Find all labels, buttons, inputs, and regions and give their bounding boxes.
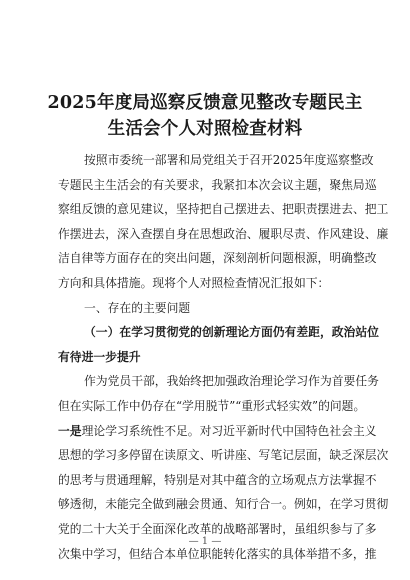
point-one-line-4: 够透彻，未能完全做到融会贯通、知行合一。例如，在学习贯彻 [58,497,389,512]
point-one-line-2: 思想的学习多停留在读原文、听讲座、写笔记层面，缺乏深层次 [58,448,389,463]
document-title [40,90,370,142]
section-heading: 一、存在的主要问题 [84,300,191,315]
point-one-line-3: 的思考与贯通理解，特别是对其中蕴含的立场观点方法掌握不 [58,472,377,487]
page-number: — 1 — [188,536,222,547]
point-one-line-6: 次集中学习，但结合本单位职能转化落实的具体举措不多，推 [58,546,377,561]
intro-line-6: 方向和具体措施。现将个人对照检查情况汇报如下： [58,275,330,290]
point-one-first-line [58,419,377,444]
intro-line-2: 专题民主生活会的有关要求，我紧扣本次会议主题，聚焦局巡 [58,177,377,192]
point-one-label: 一是 [58,423,82,438]
intro-line-1: 按照市委统一部署和局党组关于召开2025年度巡察整改 [84,153,374,167]
point-one-line-5: 党的二十大关于全面深化改革的战略部署时，虽组织参与了多 [58,521,377,536]
subsection-heading-line-2: 有待进一步提升 [58,349,141,364]
subsection-heading-line-1: （一）在学习贯彻党的创新理论方面仍有差距，政治站位 [84,325,379,340]
title-line-1: 2025年度局巡察反馈意见整改专题民主 [47,93,363,113]
intro-line-4: 作摆进去，深入查摆自身在思想政治、履职尽责、作风建设、廉 [58,226,389,241]
document-body [58,148,389,566]
paragraph-line-1: 作为党员干部，我始终把加强政治理论学习作为首要任务 [84,374,379,389]
intro-line-5: 洁自律等方面存在的突出问题，深刻剖析问题根源，明确整改 [58,251,377,266]
point-one-text: 理论学习系统性不足。对习近平新时代中国特色社会主义 [81,423,377,438]
intro-line-3: 察组反馈的意见建议，坚持把自己摆进去、把职责摆进去、把工 [58,202,389,217]
title-line-2: 生活会个人对照检查材料 [107,119,303,139]
paragraph-line-2: 但在实际工作中仍存在“学用脱节”“重形式轻实效”的问题。 [58,398,366,413]
